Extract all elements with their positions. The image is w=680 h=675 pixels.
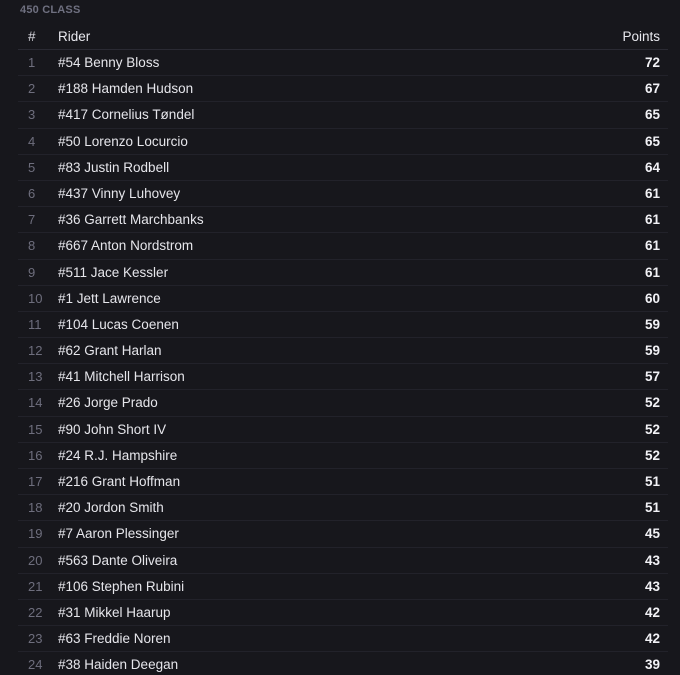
row-points: 61 bbox=[644, 264, 660, 280]
row-points: 67 bbox=[644, 81, 660, 97]
column-header-number[interactable]: # bbox=[28, 29, 36, 44]
row-rider: #62 Grant Harlan bbox=[58, 343, 162, 359]
row-points: 61 bbox=[644, 212, 660, 228]
table-row[interactable] bbox=[18, 129, 668, 155]
row-rider: #437 Vinny Luhovey bbox=[58, 185, 181, 201]
row-rider: #90 John Short IV bbox=[58, 421, 167, 437]
row-rider: #63 Freddie Noren bbox=[58, 631, 171, 647]
row-rider: #216 Grant Hoffman bbox=[58, 474, 181, 489]
table-header bbox=[18, 24, 668, 50]
row-rider: #41 Mitchell Harrison bbox=[58, 369, 185, 385]
row-position: 20 bbox=[28, 552, 43, 568]
row-position: 15 bbox=[28, 421, 43, 437]
row-position: 4 bbox=[28, 133, 36, 149]
table-row[interactable] bbox=[18, 574, 668, 600]
row-rider: #1 Jett Lawrence bbox=[58, 290, 161, 306]
row-position: 13 bbox=[28, 369, 43, 385]
row-position: 9 bbox=[28, 264, 36, 280]
row-rider: #106 Stephen Rubini bbox=[58, 578, 185, 594]
row-points: 45 bbox=[644, 526, 660, 542]
row-points: 60 bbox=[644, 290, 660, 306]
row-points: 43 bbox=[644, 552, 660, 568]
table-row[interactable] bbox=[18, 50, 668, 76]
table-row[interactable] bbox=[18, 417, 668, 443]
table-row[interactable] bbox=[18, 652, 668, 675]
row-position: 17 bbox=[28, 474, 43, 489]
table-row[interactable] bbox=[18, 76, 668, 102]
row-position: 11 bbox=[28, 316, 42, 332]
table-row[interactable] bbox=[18, 181, 668, 207]
table-row[interactable] bbox=[18, 495, 668, 521]
row-rider: #38 Haiden Deegan bbox=[58, 657, 179, 673]
row-points: 65 bbox=[644, 107, 660, 123]
table-row[interactable] bbox=[18, 600, 668, 626]
row-position: 3 bbox=[28, 107, 36, 123]
column-header-rider[interactable]: Rider bbox=[58, 29, 91, 44]
row-position: 18 bbox=[28, 500, 43, 516]
row-rider: #83 Justin Rodbell bbox=[58, 159, 170, 175]
row-rider: #26 Jorge Prado bbox=[58, 395, 158, 411]
row-points: 39 bbox=[644, 657, 660, 673]
row-points: 52 bbox=[644, 447, 660, 463]
row-points: 51 bbox=[644, 500, 660, 516]
table-row[interactable] bbox=[18, 102, 668, 128]
row-points: 57 bbox=[644, 369, 660, 385]
row-position: 1 bbox=[28, 55, 36, 70]
table-row[interactable] bbox=[18, 548, 668, 574]
table-row[interactable] bbox=[18, 469, 668, 495]
row-rider: #24 R.J. Hampshire bbox=[58, 447, 178, 463]
row-position: 6 bbox=[28, 185, 36, 201]
row-position: 24 bbox=[28, 657, 43, 673]
row-points: 72 bbox=[644, 55, 660, 70]
row-points: 42 bbox=[644, 631, 660, 647]
table-row[interactable] bbox=[18, 233, 668, 259]
table-row[interactable] bbox=[18, 338, 668, 364]
row-points: 51 bbox=[644, 474, 660, 489]
row-position: 16 bbox=[28, 447, 43, 463]
row-position: 22 bbox=[28, 604, 43, 620]
table-row[interactable] bbox=[18, 443, 668, 469]
row-position: 7 bbox=[28, 212, 36, 228]
table-row[interactable] bbox=[18, 207, 668, 233]
table-row[interactable] bbox=[18, 364, 668, 390]
row-points: 42 bbox=[644, 604, 660, 620]
row-position: 12 bbox=[28, 343, 43, 359]
row-rider: #511 Jace Kessler bbox=[58, 264, 169, 280]
row-position: 14 bbox=[28, 395, 43, 411]
table-row[interactable] bbox=[18, 260, 668, 286]
row-rider: #667 Anton Nordstrom bbox=[58, 238, 194, 254]
row-position: 19 bbox=[28, 526, 43, 542]
class-title: 450 CLASS bbox=[20, 4, 81, 16]
row-rider: #36 Garrett Marchbanks bbox=[58, 212, 204, 228]
row-points: 64 bbox=[644, 159, 660, 175]
row-rider: #50 Lorenzo Locurcio bbox=[58, 133, 188, 149]
row-position: 23 bbox=[28, 631, 43, 647]
row-points: 43 bbox=[644, 578, 660, 594]
row-position: 5 bbox=[28, 159, 36, 175]
row-rider: #188 Hamden Hudson bbox=[58, 81, 194, 97]
table-row[interactable] bbox=[18, 626, 668, 652]
row-rider: #7 Aaron Plessinger bbox=[58, 526, 179, 542]
row-rider: #417 Cornelius Tøndel bbox=[58, 107, 195, 123]
standings-table bbox=[18, 24, 668, 675]
table-row[interactable] bbox=[18, 390, 668, 416]
row-rider: #31 Mikkel Haarup bbox=[58, 604, 171, 620]
row-position: 8 bbox=[28, 238, 36, 254]
row-position: 10 bbox=[28, 290, 43, 306]
row-points: 61 bbox=[644, 185, 660, 201]
table-row[interactable] bbox=[18, 286, 668, 312]
row-points: 59 bbox=[644, 343, 660, 359]
row-position: 2 bbox=[28, 81, 36, 97]
row-points: 52 bbox=[644, 421, 660, 437]
row-points: 61 bbox=[644, 238, 660, 254]
row-points: 52 bbox=[644, 395, 660, 411]
row-rider: #104 Lucas Coenen bbox=[58, 316, 179, 332]
row-position: 21 bbox=[28, 578, 43, 594]
row-rider: #20 Jordon Smith bbox=[58, 500, 164, 516]
row-points: 59 bbox=[644, 316, 660, 332]
table-row[interactable] bbox=[18, 155, 668, 181]
column-header-points[interactable]: Points bbox=[622, 29, 660, 44]
table-body bbox=[18, 50, 668, 675]
row-rider: #54 Benny Bloss bbox=[58, 55, 160, 70]
table-row[interactable] bbox=[18, 521, 668, 547]
row-points: 65 bbox=[644, 133, 660, 149]
table-row[interactable] bbox=[18, 312, 668, 338]
row-rider: #563 Dante Oliveira bbox=[58, 552, 178, 568]
